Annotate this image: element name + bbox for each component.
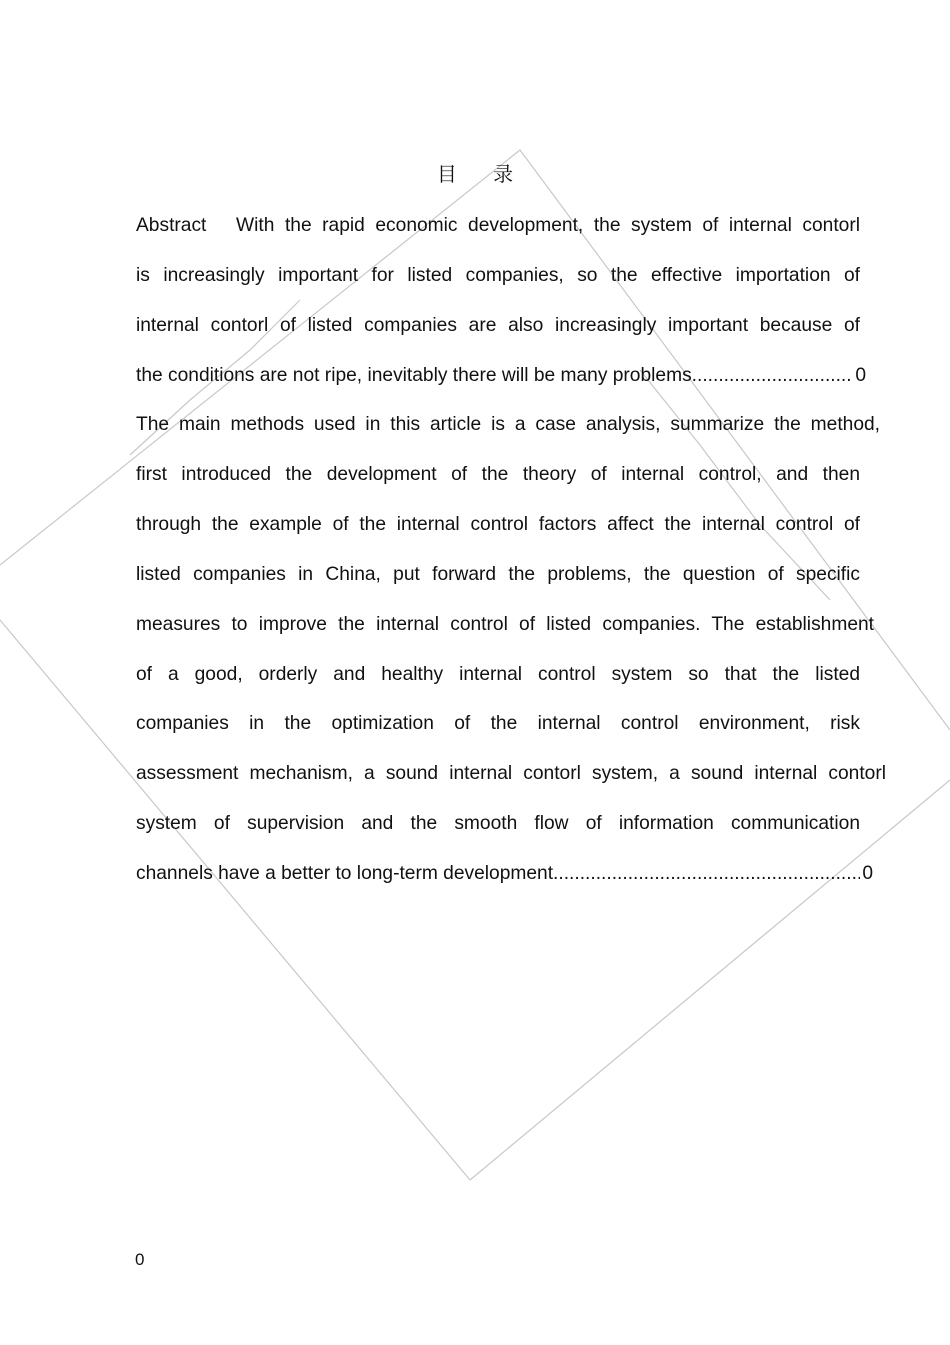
toc-line: is increasingly important for listed companies, so the effective importation of	[136, 264, 860, 286]
toc-leader-dots	[697, 356, 853, 396]
table-of-contents	[136, 206, 886, 904]
toc-line: through the example of the internal control factors affect the internal control of	[136, 514, 860, 536]
toc-entry-abstract[interactable]	[136, 206, 886, 405]
toc-line: Abstract With the rapid economic development, the system of internal contorl	[136, 215, 860, 236]
toc-page-number: 0	[862, 862, 873, 884]
toc-entry-methods[interactable]	[136, 405, 886, 903]
toc-title-right-char: 录	[493, 162, 514, 186]
toc-line: The main methods used in this article is a case analysis, summarize the method,	[136, 414, 880, 436]
toc-leader-dots	[558, 854, 860, 894]
toc-line-last: channels have a better to long-term development. ..... 0	[136, 854, 873, 904]
toc-line: internal contorl of listed companies are also increasingly important because of	[136, 314, 860, 336]
toc-title-left-char: 目	[436, 162, 457, 186]
footer-page-number: 0	[135, 1250, 145, 1269]
toc-line: system of supervision and the smooth flow of information communication	[136, 813, 860, 835]
toc-line: assessment mechanism, a sound internal contorl system, a sound internal contorl	[136, 763, 886, 785]
toc-line-last: the conditions are not ripe, inevitably there will be many problems. ..... 0	[136, 356, 866, 406]
toc-line: of a good, orderly and healthy internal control system so that the listed	[136, 663, 860, 685]
toc-title	[0, 158, 950, 187]
toc-line: measures to improve the internal control of listed companies. The establishment	[136, 613, 874, 635]
toc-line: first introduced the development of the theory of internal control, and then	[136, 464, 860, 486]
toc-line: listed companies in China, put forward the problems, the question of specific	[136, 563, 860, 585]
toc-page-number: 0	[855, 364, 866, 386]
toc-line: companies in the optimization of the internal control environment, risk	[136, 713, 860, 735]
